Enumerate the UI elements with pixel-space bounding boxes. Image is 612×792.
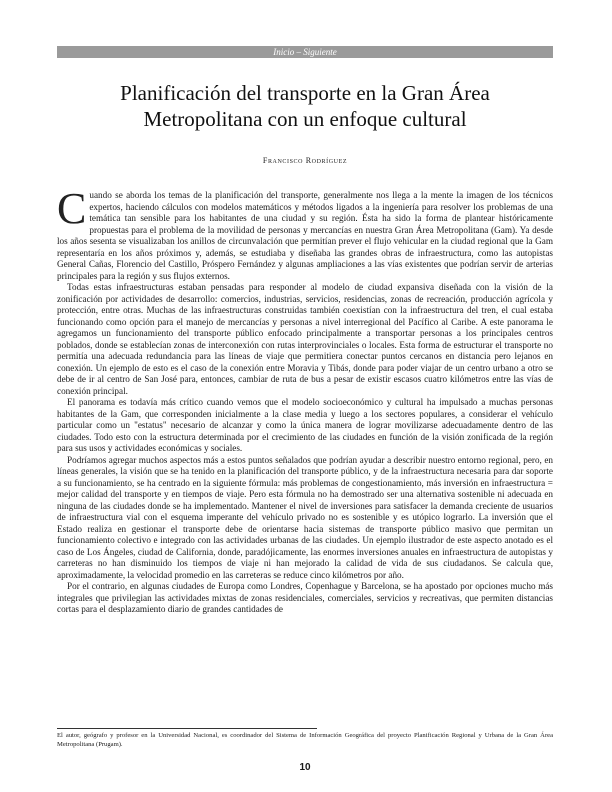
paragraph-1 bbox=[57, 184, 553, 282]
nav-siguiente-link[interactable]: Siguiente bbox=[303, 47, 337, 57]
page-number: 10 bbox=[299, 762, 311, 773]
article-body bbox=[57, 184, 553, 616]
paragraph-4: Podríamos agregar muchos aspectos más a estos puntos señalados que podrían ayudar a describir nuestro entorno regional, pero, en líneas generales, la visión que se ha tenido en la planificación del transporte público, y de la infraestructura necesaria para dar soporte a su funcionamiento, se ha centrado en la siguiente fórmula: más problemas de congestionamiento, más inversión en infraestructura = mejor calidad del transporte y en tiempos de viaje. Pero esta fórmula no ha demostrado ser una alternativa sostenible ni adecuada en ninguna de las ciudades donde se ha implementado. Mantener el nivel de inversiones para satisfacer la demanda creciente de usuarios de infraestructura vial con el esquema imperante del vehículo privado no es sostenible y es utópico lograrlo. La inversión que el Estado realiza en gestionar el transporte debe de orientarse hacia sistemas de transporte público masivo que permitan un funcionamiento colectivo e integrado con las actividades urbanas de las ciudades. Un ejemplo ilustrador de este aspecto anotado es el caso de Los Ángeles, ciudad de California, donde, paradójicamente, las enormes inversiones anuales en infraestructura de autopistas y carreteras no han disminuido los tiempos de viaje ni han mejorado la calidad de vida de sus ciudadanos. Se calcula que, aproximadamente, la velocidad promedio en las carreteras se reduce cinco kilómetros por año. bbox=[57, 454, 553, 580]
footnote-divider bbox=[57, 728, 317, 729]
paragraph-2: Todas estas infraestructuras estaban pensadas para responder al modelo de ciudad expansiva diseñada con la visión de la zonificación por actividades de desarrollo: comercios, industrias, servicios, residencias, zonas de recreación, producción agrícola y protección, entre otras. Muchas de las infraestructuras construidas también coexistían con la infraestructura del tren, el cual estaba funcionando como opción para el manejo de mercancías y personas a nivel interregional del Pacífico al Caribe. A este panorama le agregamos un funcionamiento del transporte público enfocado principalmente a transportar personas a los principales centros poblados, donde se establecían zonas de interconexión con rutas interprovinciales o locales. Esta forma de estructurar el transporte no permitía una adecuada redundancia para las líneas de viaje que permitiera conectar puntos cercanos en distancia pero lejanos en conexión. Un ejemplo de esto es el caso de la conexión entre Moravia y Tibás, donde para poder viajar de un centro urbano a otro se debe de ir al centro de San José para, entonces, cambiar de ruta de bus a pesar de existir escasos cuatro kilómetros entre las vías de conexión principal. bbox=[57, 282, 553, 396]
paragraph-3: El panorama es todavía más crítico cuando vemos que el modelo socioeconómico y cultural ha impulsado a muchas personas habitantes de la Gam, que corresponden inicialmente a la clase media y luego a los sectores populares, a considerar el vehículo particular como un "estatus" necesario de alcanzar y como la única manera de lograr movilizarse adecuadamente dentro de las ciudades. Todo esto con la estructura determinada por el crecimiento de las ciudades en función de la visión zonificada de la región para sus usos y actividades económicas y sociales. bbox=[57, 397, 553, 453]
author-name: Francisco Rodríguez bbox=[262, 156, 348, 165]
drop-cap: C bbox=[57, 184, 87, 233]
nav-separator: – bbox=[294, 47, 304, 57]
title-line-2: Metropolitana con un enfoque cultural bbox=[143, 107, 467, 131]
title-line-1: Planificación del transporte en la Gran Área bbox=[120, 81, 490, 105]
paragraph-5: Por el contrario, en algunas ciudades de Europa como Londres, Copenhague y Barcelona, se ha apostado por opciones mucho más integrales que privilegian las actividades mixtas de zonas residenciales, comerciales, servicios y recreativas, que permiten distancias cortas para el desplazamiento diario de grandes cantidades de bbox=[57, 581, 553, 614]
nav-inicio-link[interactable]: Inicio bbox=[273, 47, 295, 57]
article-title bbox=[57, 80, 553, 132]
nav-links bbox=[57, 46, 553, 58]
navigation-bar bbox=[57, 46, 553, 58]
footnote: El autor, geógrafo y profesor en la Universidad Nacional, es coordinador del Sistema de Información Geográfica del proyecto Planificación Regional y Urbana de la Gran Área Metropolitana (Prugam). bbox=[57, 732, 553, 748]
paragraph-1-text: uando se aborda los temas de la planificación del transporte, generalmente nos llega a la mente la imagen de los técnicos expertos, haciendo cálculos con modelos matemáticos y métodos ligados a la ingeniería para resolver los problemas de una temática tan sensible para los habitantes de una ciudad y su región. Ésta ha sido la forma de plantear históricamente propuestas para el problema de la movilidad de personas y mercancías en nuestra Gran Área Metropolitana (Gam). Ya desde los años sesenta se visualizaban los anillos de circunvalación que permitían prever el flujo vehicular en la ciudad regional que la Gam representaría en los años próximos y, además, se estudiaba y diseñaba las grandes obras de infraestructura, como las autopistas General Cañas, Florencio del Castillo, Próspero Fernández y algunas ampliaciones a las vías existentes que podrían servir de arterias principales para la región y sus flujos externos. bbox=[57, 190, 553, 281]
